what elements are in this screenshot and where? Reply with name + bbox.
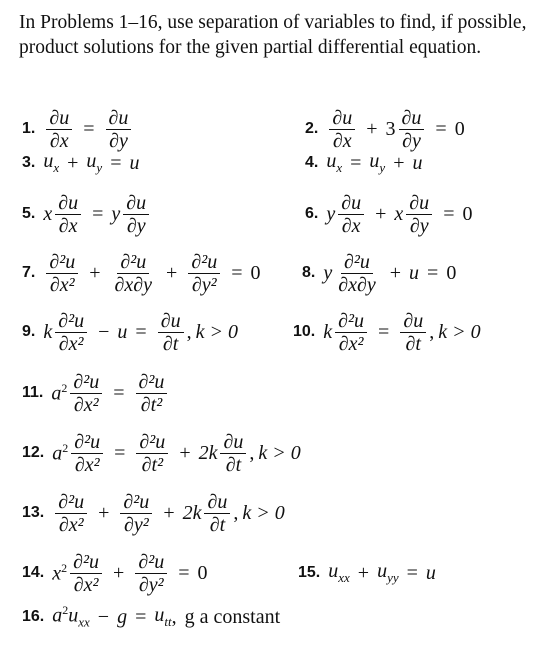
fraction: $\frac{\text{∂²u}}{\text{∂x²}}$ — [335, 311, 367, 354]
problem-5: 5. x $\frac{\partial u}{\partial x}$ = y $\frac{\partial u}{\partial y}$ — [22, 189, 152, 239]
fraction: $\frac{\text{∂²u}}{\text{∂x²}}$ — [55, 311, 87, 354]
problem-8: 8. y $\frac{\text{∂²u}}{\partial x\partial y}$ + u = 0 — [302, 250, 457, 296]
fraction: $\frac{\partial u}{\partial x}$ — [329, 108, 355, 151]
problem-number: 11. — [22, 384, 44, 401]
fraction: $\frac{\text{∂²u}}{\text{∂t²}}$ — [136, 372, 168, 415]
problem-number: 16. — [22, 608, 45, 625]
problem-number: 15. — [298, 564, 321, 581]
problem-11: 11. $a^2$ $\frac{\text{∂²u}}{\text{∂x²}}$ = $\frac{\text{∂²u}}{\text{∂t²}}$ — [22, 368, 170, 418]
fraction: $\frac{\text{∂²u}}{\partial x\partial y}$ — [114, 250, 153, 296]
fraction: $\frac{\partial u}{\partial y}$ — [106, 108, 132, 151]
problem-number: 2. — [305, 120, 319, 137]
fraction: $\frac{\text{∂²u}}{\text{∂x²}}$ — [70, 372, 102, 415]
problem-number: 5. — [22, 205, 36, 222]
fraction: $\frac{\text{∂²u}}{\text{∂t²}}$ — [136, 432, 168, 475]
fraction: $\frac{\text{∂²u}}{\text{∂x²}}$ — [71, 432, 103, 475]
fraction: $\frac{\partial u}{\partial y}$ — [123, 193, 149, 236]
problem-3: 3. $u_x$ + $u_y$ = u — [22, 150, 140, 175]
fraction: $\frac{\text{∂²u}}{\text{∂y²}}$ — [135, 552, 167, 595]
problem-1: 1. $\frac{\partial u}{\partial x}$ = $\frac{\partial u}{\partial y}$ — [22, 104, 134, 154]
problem-16: 16. $a^2u_{xx}$ − g = $u_{tt}$ , g a constant — [22, 603, 281, 630]
problem-7: 7. $\frac{\text{∂²u}}{\text{∂x²}}$ + $\frac{\text{∂²u}}{\partial x\partial y}$ + $\frac{\text{∂²u}}{\text{∂y²}}$ = 0 — [22, 250, 261, 296]
fraction: $\frac{\partial u}{\partial y}$ — [406, 193, 432, 236]
fraction: $\frac{\partial u}{\partial t}$ — [220, 432, 246, 475]
problem-14: 14. $x^2$ $\frac{\text{∂²u}}{\text{∂x²}}$ + $\frac{\text{∂²u}}{\text{∂y²}}$ = 0 — [22, 550, 208, 596]
problem-10: 10. k $\frac{\text{∂²u}}{\text{∂x²}}$ = $\frac{\partial u}{\partial t}$ , k > 0 — [293, 309, 481, 355]
problem-15: 15. $u_{xx}$ + $u_{yy}$ = u — [298, 560, 436, 585]
problem-number: 6. — [305, 205, 319, 222]
fraction: $\frac{\text{∂²u}}{\text{∂x²}}$ — [70, 552, 102, 595]
problem-number: 12. — [22, 444, 45, 461]
problem-9: 9. k $\frac{\text{∂²u}}{\text{∂x²}}$ − u = $\frac{\partial u}{\partial t}$ , k > 0 — [22, 309, 238, 355]
problem-number: 4. — [305, 154, 319, 171]
problem-number: 10. — [293, 323, 316, 340]
problem-number: 1. — [22, 120, 36, 137]
problem-number: 3. — [22, 154, 36, 171]
problem-number: 7. — [22, 264, 36, 281]
problem-number: 8. — [302, 264, 316, 281]
problem-12: 12. $a^2$ $\frac{\text{∂²u}}{\text{∂x²}}$ = $\frac{\text{∂²u}}{\text{∂t²}}$ + 2k $\frac{\partial u}{\partial t}$ , k > 0 — [22, 430, 301, 476]
problem-number: 13. — [22, 504, 45, 521]
problem-6: 6. y $\frac{\partial u}{\partial x}$ + x $\frac{\partial u}{\partial y}$ = 0 — [305, 191, 473, 237]
fraction: $\frac{\partial u}{\partial t}$ — [158, 311, 184, 354]
fraction: $\frac{\partial u}{\partial t}$ — [400, 311, 426, 354]
fraction: $\frac{\text{∂²u}}{\text{∂y²}}$ — [120, 492, 152, 535]
fraction: $\frac{\text{∂²u}}{\text{∂x²}}$ — [46, 252, 78, 295]
fraction: $\frac{\text{∂²u}}{\partial x\partial y}$ — [338, 250, 376, 296]
fraction: $\frac{\text{∂²u}}{\text{∂y²}}$ — [188, 252, 220, 295]
fraction: $\frac{\text{∂²u}}{\text{∂x²}}$ — [55, 492, 87, 535]
instructions-text: In Problems 1–16, use separation of variables to find, if possible, product solutions for the given partial differential equation. — [19, 12, 527, 58]
problem-4: 4. $u_x$ = $u_y$ + u — [305, 150, 423, 175]
fraction: $\frac{\partial u}{\partial t}$ — [204, 492, 230, 535]
fraction: $\frac{\partial u}{\partial y}$ — [399, 108, 425, 151]
problem-13: 13. $\frac{\text{∂²u}}{\text{∂x²}}$ + $\frac{\text{∂²u}}{\text{∂y²}}$ + 2k $\frac{\partial u}{\partial t}$ , k > 0 — [22, 490, 285, 536]
fraction: $\frac{\partial u}{\partial x}$ — [46, 108, 72, 151]
fraction: $\frac{\partial u}{\partial x}$ — [55, 193, 81, 236]
problem-number: 14. — [22, 564, 45, 581]
problem-number: 9. — [22, 323, 36, 340]
fraction: $\frac{\partial u}{\partial x}$ — [338, 193, 364, 236]
problem-2: 2. $\frac{\partial u}{\partial x}$ + 3 $\frac{\partial u}{\partial y}$ = 0 — [305, 106, 465, 152]
